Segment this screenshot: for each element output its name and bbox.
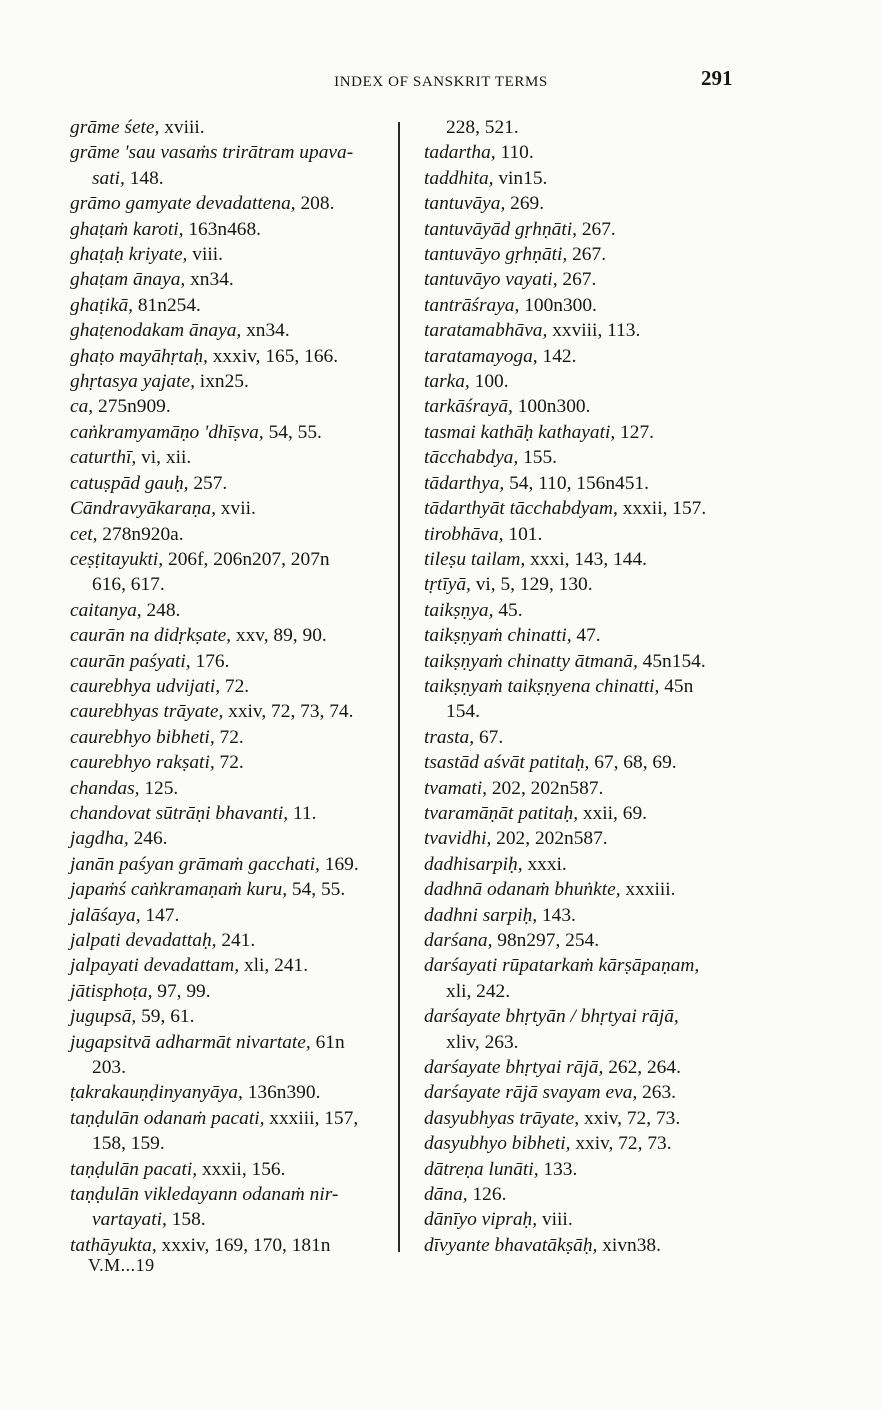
index-refs: xxviii, 113. [547, 320, 641, 342]
index-entry [70, 1055, 388, 1080]
index-entry [70, 191, 388, 216]
index-entry [424, 776, 754, 801]
index-refs: 61n [310, 1031, 345, 1053]
index-refs: 143. [537, 904, 576, 926]
index-entry [424, 344, 754, 369]
index-term: taratamabhāva, [424, 320, 548, 342]
index-refs: 11. [288, 802, 317, 824]
index-refs: xxxiv, 169, 170, 181n [156, 1234, 331, 1256]
index-term: taikṣṇya, [424, 599, 494, 621]
index-term: darśayate rājā svayam eva, [424, 1082, 638, 1104]
index-entry [424, 369, 754, 394]
index-term: tantuvāyo vayati, [424, 269, 558, 291]
index-entry [70, 445, 388, 470]
index-refs: 202, 202n587. [491, 828, 608, 850]
index-term: tantuvāya, [424, 193, 506, 215]
index-refs: 125. [139, 777, 179, 799]
index-term: japaṁś caṅkramaṇaṁ kuru, [70, 879, 288, 901]
index-term: tvavidhi, [424, 828, 492, 850]
index-term: tantrāśraya, [424, 294, 520, 316]
index-refs: xliv, 263. [446, 1031, 519, 1053]
index-refs: vi, 5, 129, 130. [470, 574, 593, 596]
index-entry [70, 1182, 388, 1207]
index-term: caurebhyo bibheti, [70, 726, 215, 748]
index-term: ghaṭenodakam ānaya, [70, 320, 242, 342]
index-entry [70, 1131, 388, 1156]
index-term: tsastād aśvāt patitaḥ, [424, 752, 590, 774]
index-refs: xxxiv, 165, 166. [207, 345, 339, 367]
index-entry [70, 776, 388, 801]
index-entry [424, 877, 754, 902]
index-entry [424, 445, 754, 470]
index-refs: 262, 264. [603, 1057, 681, 1079]
index-entry [70, 267, 388, 292]
index-term: darśayate bhṛtyān / bhṛtyai rājā, [424, 1006, 679, 1028]
index-refs: 72. [214, 752, 244, 774]
index-refs: xxxi, 143, 144. [525, 548, 647, 570]
index-term: dasyubhyas trāyate, [424, 1107, 580, 1129]
index-term: darśana, [424, 930, 493, 951]
index-refs: 142. [537, 345, 577, 367]
index-term: vartayati, [92, 1209, 167, 1231]
index-refs: 47. [571, 625, 601, 647]
index-refs: 45. [493, 599, 523, 621]
index-entry [424, 750, 754, 775]
index-term: caurān na didṛkṣate, [70, 625, 232, 647]
index-term: trasta, [424, 726, 475, 748]
index-refs: vin15. [493, 167, 548, 189]
index-entry [70, 115, 388, 140]
index-term: taṇḍulān odanaṁ pacati, [70, 1107, 265, 1129]
index-term: dātreṇa lunāti, [424, 1158, 539, 1180]
index-entry [70, 903, 388, 928]
index-refs: 267. [576, 218, 616, 240]
index-refs: xxii, 69. [578, 802, 647, 824]
index-term: tvaramāṇāt patitaḥ, [424, 802, 579, 824]
index-refs: 101. [503, 523, 543, 545]
index-term: caurebhya udvijati, [70, 675, 221, 697]
index-refs: 54, 110, 156n451. [504, 472, 649, 494]
index-entry [70, 217, 388, 242]
index-entry [424, 598, 754, 623]
index-refs: 54, 55. [287, 879, 346, 901]
index-refs: xxxii, 156. [197, 1158, 286, 1180]
index-refs: xxxiii. [620, 879, 676, 901]
index-refs: xxiv, 72, 73. [579, 1107, 681, 1129]
index-entry [424, 572, 754, 597]
index-term: taikṣṇyaṁ taikṣṇyena chinatti, [424, 675, 660, 697]
index-entry [424, 649, 754, 674]
index-entry [70, 598, 388, 623]
index-entry [70, 522, 388, 547]
index-term: caurebhyas trāyate, [70, 701, 224, 723]
index-entry [70, 420, 388, 445]
index-entry [424, 1030, 754, 1055]
index-refs: 148. [124, 167, 164, 189]
index-entry [424, 242, 754, 267]
index-refs: 263. [637, 1082, 677, 1104]
index-term: tṛtīyā, [424, 574, 471, 596]
index-term: dāna, [424, 1184, 468, 1206]
running-head: INDEX OF SANSKRIT TERMS [334, 74, 548, 90]
index-entry [424, 674, 754, 699]
index-entry [424, 953, 754, 978]
index-refs: xli, 241. [239, 955, 309, 977]
index-entry [424, 1157, 754, 1182]
index-refs: 81n254. [133, 294, 201, 316]
index-term: taikṣṇyaṁ chinatty ātmanā, [424, 650, 638, 672]
index-refs: 54, 55. [263, 421, 322, 443]
index-entry [424, 1182, 754, 1207]
index-term: chandovat sūtrāṇi bhavanti, [70, 802, 289, 824]
index-term: caṅkramyamāṇo 'dhīṣva, [70, 421, 264, 443]
index-term: tarkāśrayā, [424, 396, 513, 418]
index-entry [424, 725, 754, 750]
index-refs: 45n154. [637, 650, 706, 672]
index-entry [424, 217, 754, 242]
index-term: tileṣu tailam, [424, 548, 526, 570]
index-term: dadhnā odanaṁ bhuṅkte, [424, 879, 621, 901]
index-term: Cāndravyākaraṇa, [70, 498, 216, 520]
index-term: tantuvāyād gṛhṇāti, [424, 218, 577, 240]
index-refs: ixn25. [194, 371, 249, 393]
index-entry [70, 318, 388, 343]
index-refs: 203. [92, 1057, 126, 1079]
index-refs: 100n300. [519, 294, 597, 316]
index-entry [70, 166, 388, 191]
index-term: caturthī, [70, 447, 137, 469]
index-term: taṇḍulān vikledayann odanaṁ nir- [70, 1184, 339, 1206]
index-entry [424, 191, 754, 216]
index-refs: 257. [188, 472, 228, 494]
index-entry [70, 1080, 388, 1105]
index-refs: 228, 521. [446, 117, 519, 138]
index-entry [70, 725, 388, 750]
index-term: sati, [92, 167, 125, 189]
index-entry [70, 1157, 388, 1182]
index-entry [424, 1233, 754, 1258]
index-entry [424, 979, 754, 1004]
index-term: ghaṭaṁ karoti, [70, 218, 184, 240]
column-divider [398, 122, 400, 1252]
index-entry [70, 826, 388, 851]
index-term: jātisphoṭa, [70, 980, 153, 1002]
index-term: janān paśyan grāmaṁ gacchati, [70, 853, 320, 875]
index-term: grāme śete, [70, 117, 160, 138]
index-entry [424, 852, 754, 877]
index-term: tirobhāva, [424, 523, 504, 545]
index-term: taratamayoga, [424, 345, 538, 367]
index-term: taddhita, [424, 167, 494, 189]
index-refs: 158. [166, 1209, 206, 1231]
index-entry [70, 572, 388, 597]
index-refs: 133. [538, 1158, 578, 1180]
index-refs: 59, 61. [136, 1006, 195, 1028]
index-term: chandas, [70, 777, 140, 799]
index-refs: 269. [505, 193, 545, 215]
index-refs: 202, 202n587. [487, 777, 604, 799]
index-entry [424, 928, 754, 953]
index-term: dadhni sarpiḥ, [424, 904, 538, 926]
index-refs: 241. [216, 930, 256, 951]
index-entry [70, 674, 388, 699]
index-entry [70, 471, 388, 496]
index-entry [424, 115, 754, 140]
index-entry [70, 1030, 388, 1055]
index-term: tantuvāyo gṛhṇāti, [424, 244, 568, 266]
index-refs: 97, 99. [152, 980, 211, 1002]
index-refs: 278n920a. [97, 523, 184, 545]
index-term: tvamati, [424, 777, 488, 799]
index-refs: 100. [469, 371, 509, 393]
index-refs: 67. [474, 726, 504, 748]
index-term: taikṣṇyaṁ chinatti, [424, 625, 572, 647]
index-refs: 275n909. [93, 396, 171, 418]
index-refs: 110. [495, 142, 534, 164]
index-column-right [424, 115, 754, 1258]
index-entry [70, 953, 388, 978]
index-entry [424, 318, 754, 343]
index-term: ghṛtasya yajate, [70, 371, 195, 393]
index-term: ṭakrakauṇḍinyanyāya, [70, 1082, 243, 1104]
index-refs: 248. [141, 599, 181, 621]
index-entry [70, 877, 388, 902]
index-refs: xxxiii, 157, [264, 1107, 359, 1129]
index-refs: xn34. [185, 269, 234, 291]
index-entry [424, 699, 754, 724]
index-refs: viii. [187, 244, 223, 266]
index-refs: viii. [537, 1209, 573, 1231]
index-entry [70, 649, 388, 674]
index-term: tarka, [424, 371, 470, 393]
index-refs: xvii. [215, 498, 256, 520]
index-entry [424, 471, 754, 496]
index-entry [424, 496, 754, 521]
index-entry [424, 826, 754, 851]
index-refs: 126. [467, 1184, 507, 1206]
index-entry [424, 547, 754, 572]
index-refs: 246. [128, 828, 168, 850]
index-term: caurebhyo rakṣati, [70, 752, 215, 774]
index-entry [424, 801, 754, 826]
index-entry [424, 166, 754, 191]
index-term: jagdha, [70, 828, 129, 850]
index-refs: 155. [518, 447, 558, 469]
index-refs: xxiv, 72, 73, 74. [223, 701, 354, 723]
index-term: tādarthya, [424, 472, 505, 494]
index-term: jalpayati devadattam, [70, 955, 240, 977]
index-refs: 206f, 206n207, 207n [163, 548, 330, 570]
index-refs: 154. [446, 701, 480, 723]
index-entry [70, 1106, 388, 1131]
index-entry [424, 623, 754, 648]
index-term: ghaṭaḥ kriyate, [70, 244, 188, 266]
index-refs: 169. [319, 853, 359, 875]
index-refs: 176. [190, 650, 230, 672]
index-refs: 208. [295, 193, 335, 215]
index-term: caitanya, [70, 599, 142, 621]
index-term: jugapsitvā adharmāt nivartate, [70, 1031, 311, 1053]
index-term: dadhisarpiḥ, [424, 853, 523, 875]
index-refs: 616, 617. [92, 574, 165, 596]
index-refs: 72. [214, 726, 244, 748]
index-term: ca, [70, 396, 94, 418]
index-entry [424, 394, 754, 419]
index-entry [70, 750, 388, 775]
index-entry [424, 1106, 754, 1131]
index-refs: xxxi. [522, 853, 567, 875]
index-refs: xviii. [159, 117, 205, 138]
index-refs: xli, 242. [446, 980, 511, 1002]
index-term: jalpati devadattaḥ, [70, 930, 217, 951]
index-term: ghaṭikā, [70, 294, 134, 316]
index-refs: xxv, 89, 90. [231, 625, 327, 647]
index-term: tācchabdya, [424, 447, 519, 469]
index-entry [70, 852, 388, 877]
index-term: tasmai kathāḥ kathayati, [424, 421, 616, 443]
index-refs: 158, 159. [92, 1133, 165, 1155]
index-entry [424, 1207, 754, 1232]
index-term: darśayati rūpatarkaṁ kārṣāpaṇam, [424, 955, 700, 977]
index-term: jalāśaya, [70, 904, 141, 926]
index-term: grāmo gamyate devadattena, [70, 193, 296, 215]
index-column-left [70, 115, 388, 1258]
index-refs: 127. [615, 421, 654, 443]
index-entry [70, 979, 388, 1004]
index-term: ghaṭam ānaya, [70, 269, 186, 291]
index-entry [424, 903, 754, 928]
page-number: 291 [701, 66, 733, 90]
index-entry [70, 699, 388, 724]
index-term: ghaṭo mayāhṛtaḥ, [70, 345, 208, 367]
index-entry [70, 394, 388, 419]
index-term: ceṣṭitayukti, [70, 548, 164, 570]
index-entry [424, 1004, 754, 1029]
index-entry [424, 1131, 754, 1156]
index-term: dīvyante bhavatākṣāḥ, [424, 1234, 598, 1256]
index-entry [70, 344, 388, 369]
index-refs: 72. [220, 675, 250, 697]
index-term: grāme 'sau vasaṁs trirātram upava- [70, 142, 354, 164]
index-refs: xxxii, 157. [617, 498, 707, 520]
index-entry [424, 1080, 754, 1105]
index-entry [424, 420, 754, 445]
signature-mark: V.M...19 [88, 1255, 155, 1275]
index-entry [70, 1207, 388, 1232]
index-refs: 45n [659, 675, 694, 697]
index-term: dasyubhyo bibheti, [424, 1133, 571, 1155]
index-refs: vi, xii. [136, 447, 192, 469]
index-entry [70, 496, 388, 521]
index-entry [70, 1004, 388, 1029]
index-refs: 163n468. [183, 218, 262, 240]
index-refs: 98n297, 254. [492, 930, 600, 951]
index-entry [424, 267, 754, 292]
index-entry [424, 1055, 754, 1080]
index-entry [424, 522, 754, 547]
index-entry [70, 623, 388, 648]
index-entry [70, 928, 388, 953]
index-term: taṇḍulān pacati, [70, 1158, 198, 1180]
index-term: catuṣpād gauḥ, [70, 472, 189, 494]
index-refs: 136n390. [242, 1082, 321, 1104]
index-term: dānīyo vipraḥ, [424, 1209, 538, 1231]
index-entry [70, 242, 388, 267]
index-term: tādarthyāt tācchabdyam, [424, 498, 618, 520]
index-entry [70, 140, 388, 165]
index-term: jugupsā, [70, 1006, 137, 1028]
index-refs: 267. [567, 244, 607, 266]
index-entry [424, 293, 754, 318]
index-refs: 147. [140, 904, 180, 926]
index-refs: xxiv, 72, 73. [570, 1133, 672, 1155]
index-entry [70, 293, 388, 318]
index-entry [70, 801, 388, 826]
index-refs: 100n300. [512, 396, 591, 418]
index-entry [70, 369, 388, 394]
index-term: caurān paśyati, [70, 650, 191, 672]
index-refs: xivn38. [597, 1234, 661, 1256]
index-entry [70, 547, 388, 572]
index-refs: 67, 68, 69. [589, 752, 677, 774]
index-term: tathāyukta, [70, 1234, 157, 1256]
index-refs: xn34. [241, 320, 290, 342]
index-refs: 267. [557, 269, 597, 291]
index-term: cet, [70, 523, 98, 545]
index-term: tadartha, [424, 142, 496, 164]
index-entry [424, 140, 754, 165]
index-term: darśayate bhṛtyai rājā, [424, 1057, 604, 1079]
